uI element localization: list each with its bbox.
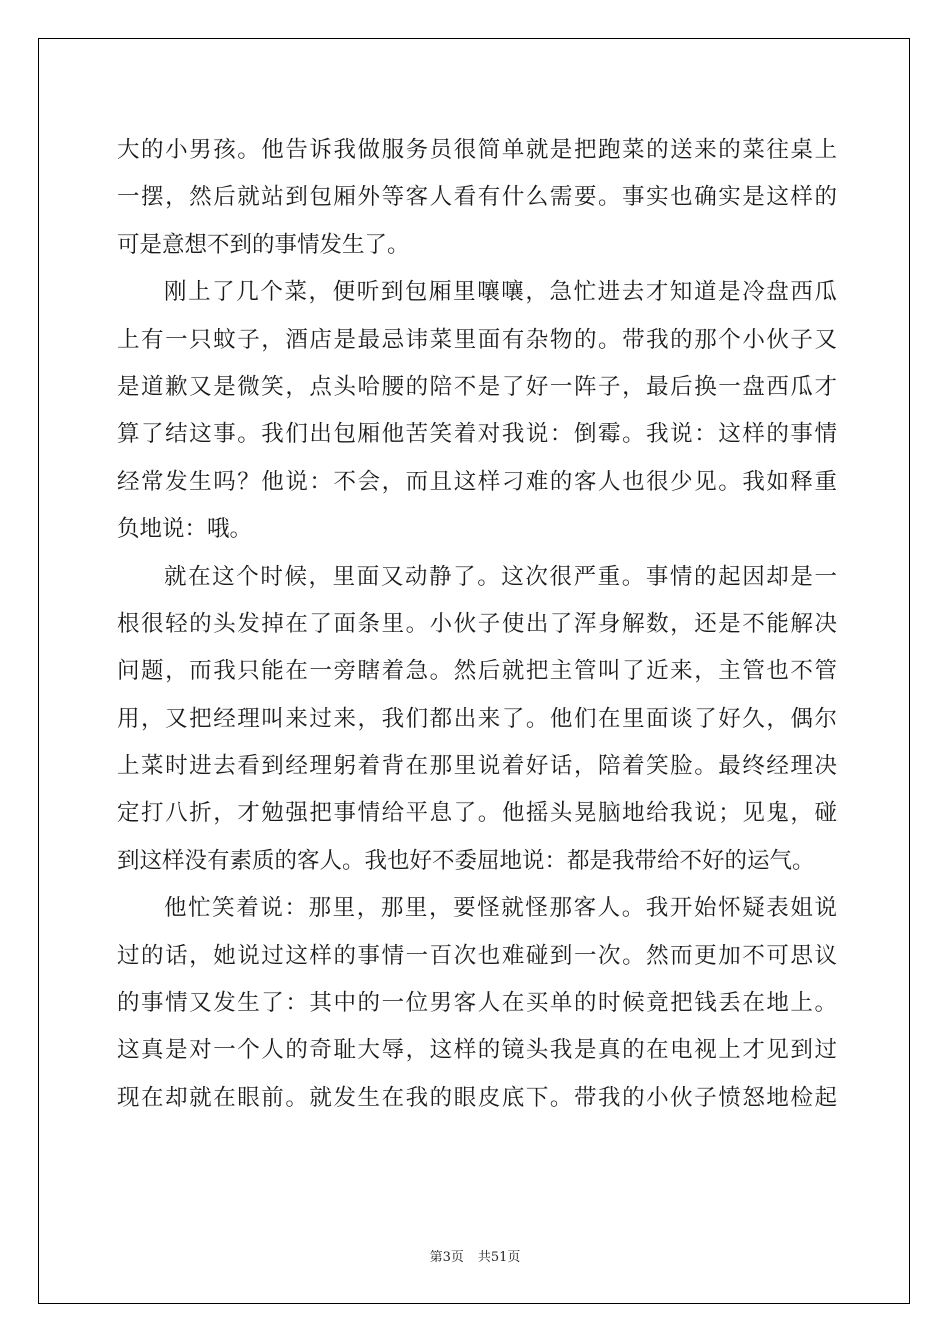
text-line: 负地说：哦。: [117, 516, 253, 543]
text-line: 一摆，然后就站到包厢外等客人看有什么需要。事实也确实是这样的: [117, 184, 837, 211]
text-line: 根很轻的头发掉在了面条里。小伙子使出了浑身解数，还是不能解决: [117, 610, 837, 637]
text-line: 大的小男孩。他告诉我做服务员很简单就是把跑菜的送来的菜往桌上: [117, 137, 837, 163]
text-line: 这真是对一个人的奇耻大辱，这样的镜头我是真的在电视上才见到过: [117, 1037, 837, 1064]
text-line: 定打八折，才勉强把事情给平息了。他摇头晃脑地给我说；见鬼，碰: [117, 800, 837, 827]
page-total: 共51页: [477, 1250, 521, 1265]
text-line: 他忙笑着说：那里，那里，要怪就怪那客人。我开始怀疑表姐说: [164, 895, 837, 922]
text-line: 用，又把经理叫来过来，我们都出来了。他们在里面谈了好久，偶尔: [117, 705, 837, 732]
text-line: 到这样没有素质的客人。我也好不委屈地说：都是我带给不好的运气。: [117, 847, 815, 874]
text-line: 是道歉又是微笑，点头哈腰的陪不是了好一阵子，最后换一盘西瓜才: [117, 373, 837, 400]
page-number: 第3页: [429, 1250, 464, 1265]
text-line: 刚上了几个菜，便听到包厢里嚷嚷，急忙进去才知道是冷盘西瓜: [164, 279, 837, 306]
text-line: 可是意想不到的事情发生了。: [117, 231, 410, 258]
text-line: 问题，而我只能在一旁瞎着急。然后就把主管叫了近来，主管也不管: [117, 658, 837, 685]
text-line: 过的话，她说过这样的事情一百次也难碰到一次。然而更加不可思议: [117, 942, 837, 969]
text-line: 经常发生吗？他说：不会，而且这样刁难的客人也很少见。我如释重: [117, 468, 837, 495]
text-line: 算了结这事。我们出包厢他苦笑着对我说：倒霉。我说：这样的事情: [117, 421, 837, 448]
text-line: 上菜时进去看到经理躬着背在那里说着好话，陪着笑脸。最终经理决: [117, 753, 837, 780]
text-line: 的事情又发生了：其中的一位男客人在买单的时候竟把钱丢在地上。: [117, 990, 837, 1017]
page-footer: [0, 1246, 950, 1265]
body-text: [117, 127, 837, 1122]
text-line: 就在这个时候，里面又动静了。这次很严重。事情的起因却是一: [164, 563, 837, 590]
text-line: 上有一只蚊子，酒店是最忌讳菜里面有杂物的。带我的那个小伙子又: [117, 326, 837, 353]
text-line: 现在却就在眼前。就发生在我的眼皮底下。带我的小伙子愤怒地检起: [117, 1084, 837, 1111]
